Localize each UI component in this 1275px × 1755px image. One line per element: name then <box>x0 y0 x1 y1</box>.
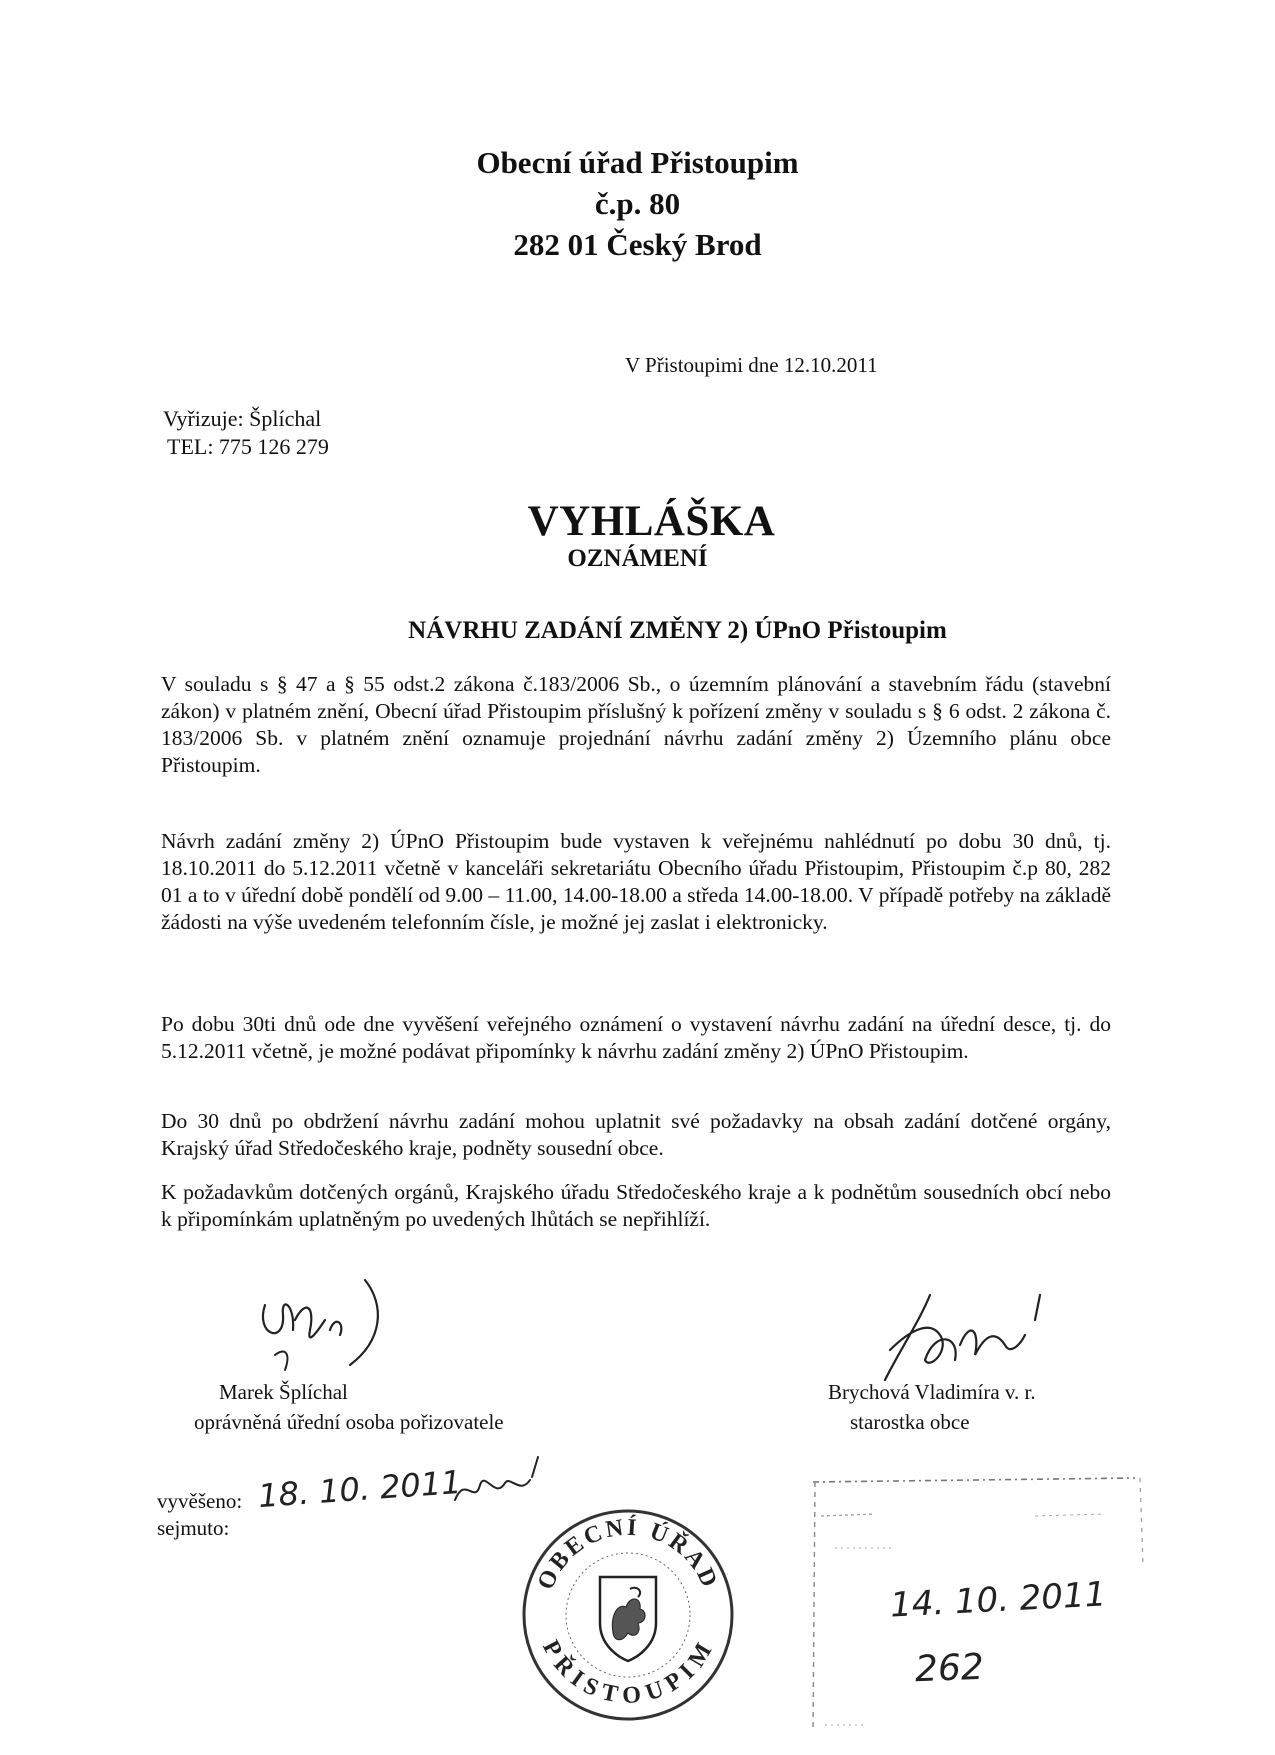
document-subtitle: OZNÁMENÍ <box>567 545 708 572</box>
document-title: VYHLÁŠKA <box>527 498 776 545</box>
document-subject: NÁVRHU ZADÁNÍ ZMĚNY 2) ÚPnO Přistoupim <box>408 617 947 644</box>
stamp-top-text: OBECNÍ ÚŘAD <box>532 1514 724 1594</box>
right-signatory-name: Brychová Vladimíra v. r. <box>828 1380 1036 1404</box>
right-signatory-role: starostka obce <box>850 1410 970 1434</box>
left-signatory-name: Marek Šplíchal <box>219 1380 348 1404</box>
stamp-bottom-text: PŘISTOUPIM <box>537 1636 719 1710</box>
receipt-number-handwritten: 262 <box>914 1646 985 1691</box>
receipt-stamp <box>805 1470 1150 1738</box>
office-postal-address: 282 01 Český Brod <box>513 227 762 262</box>
paragraph-late-submissions: K požadavkům dotčených orgánů, Krajského úřadu Středočeského kraje a k podnětům sousedních obcí nebo k připomínkám uplatněným po uvedených lhůtách se nepřihlíží. <box>161 1180 1111 1231</box>
date-line: V Přistoupimi dne 12.10.2011 <box>625 353 878 377</box>
paragraph-legal-basis: V souladu s § 47 a § 55 odst.2 zákona č.183/2006 Sb., o územním plánování a stavebním řádu (stavební zákon) v platném znění, Obecní úřad Přistoupim příslušný k pořízení změny v souladu s § 6 odst. 2 zákona č. 183/2006 Sb. v platném znění oznamuje projednání návrhu zadání změny 2) Územního plánu obce Přistoupim. <box>161 672 1111 777</box>
coat-of-arms-icon <box>600 1577 656 1661</box>
posted-label: vyvěšeno: <box>157 1489 243 1513</box>
posted-date-handwritten: 18. 10. 2011 <box>256 1462 463 1516</box>
paragraph-requirements: Do 30 dnů po obdržení návrhu zadání mohou uplatnit své požadavky na obsah zadání dotčené orgány, Krajský úřad Středočeského kraje, podněty sousední obce. <box>161 1109 1111 1160</box>
paragraph-exhibition: Návrh zadání změny 2) ÚPnO Přistoupim bude vystaven k veřejnému nahlédnutí po dobu 30 dnů, tj. 18.10.2011 do 5.12.2011 včetně v kanceláři sekretariátu Obecního úřadu Přistoupim, Přistoupim č.p 80, 282 01 a to v úřední době pondělí od 9.00 – 11.00, 14.00-18.00 a středa 14.00-18.00. V případě potřeby na základě žádosti na výše uvedeném telefonním čísle, je možné jej zaslat i elektronicky. <box>161 829 1111 934</box>
right-signature-scribble <box>870 1290 1060 1390</box>
left-signatory-role: oprávněná úřední osoba pořizovatele <box>194 1410 504 1434</box>
removed-label: sejmuto: <box>157 1516 230 1540</box>
office-house-number: č.p. 80 <box>594 186 681 221</box>
office-name: Obecní úřad Přistoupim <box>476 145 799 180</box>
left-signature-scribble <box>255 1275 395 1375</box>
handled-by: Vyřizuje: Šplíchal <box>163 406 322 431</box>
official-stamp <box>518 1505 738 1725</box>
receipt-date-handwritten: 14. 10. 2011 <box>889 1574 1108 1626</box>
phone-number: TEL: 775 126 279 <box>167 434 329 459</box>
contact-block <box>163 405 329 461</box>
paragraph-comments: Po dobu 30ti dnů ode dne vyvěšení veřejného oznámení o vystavení návrhu zadání na úřední desce, tj. do 5.12.2011 včetně, je možné podávat připomínky k návrhu zadání změny 2) ÚPnO Přistoupim. <box>161 1012 1111 1063</box>
